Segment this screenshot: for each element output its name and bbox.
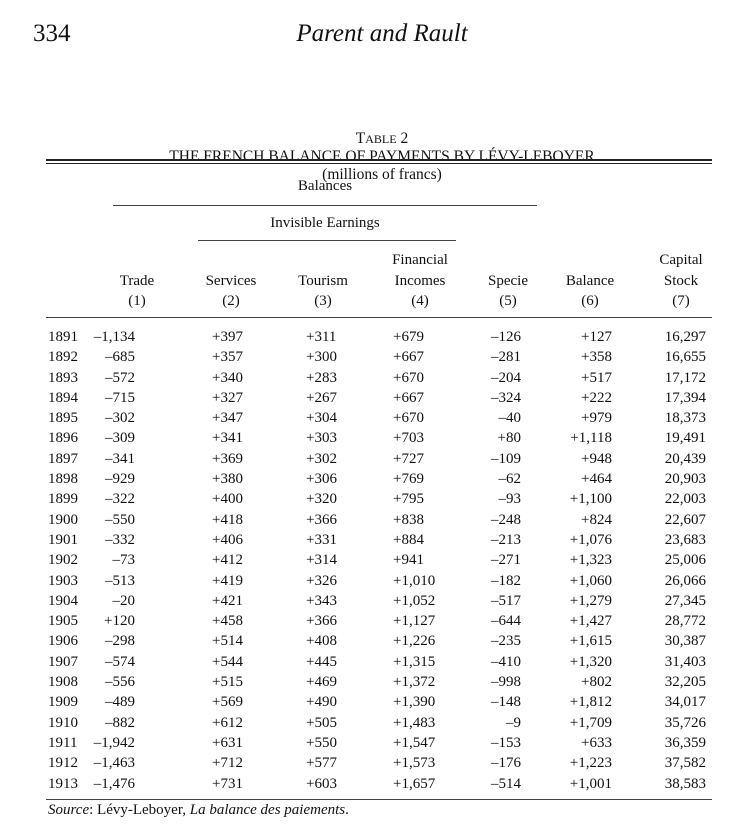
cell-trade: –929 [105, 471, 135, 488]
cell-services: +731 [212, 775, 243, 792]
cell-capital-stock: 31,403 [664, 653, 706, 670]
column-header-tourism: Tourism (3) [298, 272, 348, 309]
cell-balance: +1,060 [569, 572, 612, 589]
table-row [0, 652, 744, 672]
cell-trade: –332 [105, 531, 135, 548]
cell-specie: –324 [491, 389, 521, 406]
cell-tourism: +366 [306, 511, 337, 528]
cell-financial-incomes: +1,010 [393, 572, 436, 589]
cell-specie: –148 [491, 694, 521, 711]
cell-trade: –1,134 [93, 329, 135, 345]
column-header-financial-incomes: Financial Incomes (4) [392, 252, 448, 309]
cell-services: +569 [212, 694, 243, 711]
cell-year: 1912 [48, 755, 78, 772]
cell-tourism: +304 [306, 410, 337, 427]
cell-trade: –341 [105, 450, 135, 467]
cell-year: 1908 [48, 674, 78, 691]
balances-span-rule [113, 205, 537, 206]
invisible-span-rule [198, 240, 456, 241]
cell-trade: –550 [105, 511, 135, 528]
cell-trade: –20 [112, 592, 135, 609]
cell-financial-incomes: +1,226 [393, 633, 436, 650]
column-header-balance: Balance (6) [565, 272, 615, 309]
page-number: 334 [33, 20, 71, 47]
cell-balance: +358 [581, 349, 612, 366]
cell-trade: –1,476 [93, 775, 135, 792]
cell-balance: +802 [581, 674, 612, 691]
cell-year: 1895 [48, 410, 78, 427]
table-row [0, 428, 744, 448]
cell-trade: –685 [105, 349, 135, 366]
cell-services: +341 [212, 430, 243, 447]
table-row [0, 611, 744, 631]
cell-specie: –248 [491, 511, 521, 528]
cell-specie: –93 [498, 491, 521, 508]
cell-year: 1907 [48, 653, 78, 670]
cell-tourism: +408 [306, 633, 337, 650]
cell-financial-incomes: +670 [393, 369, 424, 386]
cell-specie: –644 [491, 613, 521, 630]
cell-services: +418 [212, 511, 243, 528]
cell-trade: –489 [105, 694, 135, 711]
cell-services: +347 [212, 410, 243, 427]
cell-tourism: +306 [306, 471, 337, 488]
table-body [0, 327, 744, 794]
cell-year: 1899 [48, 491, 78, 508]
top-double-rule [46, 159, 712, 164]
cell-tourism: +445 [306, 653, 337, 670]
table-row [0, 489, 744, 509]
cell-trade: +120 [104, 613, 135, 630]
cell-balance: +824 [581, 511, 612, 528]
group-header-invisible-earnings: Invisible Earnings [270, 215, 380, 231]
cell-specie: –998 [491, 674, 521, 691]
table-label: TABLE 2 [355, 130, 409, 147]
cell-balance: +517 [581, 369, 612, 386]
cell-services: +515 [212, 674, 243, 691]
cell-tourism: +326 [306, 572, 337, 589]
cell-services: +419 [212, 572, 243, 589]
table-row [0, 368, 744, 388]
group-header-balances: Balances [297, 178, 353, 194]
cell-tourism: +302 [306, 450, 337, 467]
cell-balance: +464 [581, 471, 612, 488]
cell-specie: –514 [491, 775, 521, 792]
cell-specie: –176 [491, 755, 521, 772]
cell-capital-stock: 28,772 [664, 613, 706, 630]
cell-trade: –556 [105, 674, 135, 691]
cell-trade: –73 [112, 552, 135, 569]
cell-year: 1893 [48, 369, 78, 386]
cell-trade: –1,942 [93, 734, 135, 751]
cell-trade: –309 [105, 430, 135, 447]
table-row [0, 449, 744, 469]
cell-capital-stock: 20,903 [664, 471, 706, 488]
cell-tourism: +320 [306, 491, 337, 508]
cell-balance: +1,279 [569, 592, 612, 609]
cell-tourism: +267 [306, 389, 337, 406]
cell-financial-incomes: +884 [393, 531, 424, 548]
cell-capital-stock: 35,726 [664, 714, 706, 731]
cell-balance: +1,812 [569, 694, 612, 711]
cell-financial-incomes: +727 [393, 450, 424, 467]
cell-services: +421 [212, 592, 243, 609]
table-row [0, 571, 744, 591]
table-bottom-rule [46, 799, 712, 800]
cell-tourism: +303 [306, 430, 337, 447]
table-row [0, 550, 744, 570]
cell-balance: +1,001 [569, 775, 612, 792]
cell-tourism: +577 [306, 755, 337, 772]
cell-specie: –235 [491, 633, 521, 650]
cell-trade: –1,463 [93, 755, 135, 772]
cell-specie: –182 [491, 572, 521, 589]
cell-financial-incomes: +1,127 [393, 613, 436, 630]
cell-balance: +948 [581, 450, 612, 467]
cell-tourism: +314 [306, 552, 337, 569]
cell-capital-stock: 16,297 [664, 329, 706, 345]
cell-year: 1900 [48, 511, 78, 528]
table-row [0, 672, 744, 692]
cell-services: +380 [212, 471, 243, 488]
cell-year: 1898 [48, 471, 78, 488]
table-row [0, 774, 744, 794]
cell-tourism: +300 [306, 349, 337, 366]
cell-year: 1894 [48, 389, 78, 406]
cell-trade: –882 [105, 714, 135, 731]
cell-services: +712 [212, 755, 243, 772]
cell-specie: –204 [491, 369, 521, 386]
cell-financial-incomes: +667 [393, 349, 424, 366]
cell-specie: –271 [491, 552, 521, 569]
cell-capital-stock: 16,655 [664, 349, 706, 366]
cell-balance: +1,323 [569, 552, 612, 569]
cell-services: +369 [212, 450, 243, 467]
cell-financial-incomes: +1,052 [393, 592, 436, 609]
cell-balance: +1,709 [569, 714, 612, 731]
running-head: Parent and Rault [296, 20, 468, 47]
cell-tourism: +603 [306, 775, 337, 792]
cell-balance: +1,100 [569, 491, 612, 508]
table-title: THE FRENCH BALANCE OF PAYMENTS BY LÉVY-LEBOYER [169, 148, 595, 165]
cell-capital-stock: 26,066 [664, 572, 706, 589]
cell-year: 1913 [48, 775, 78, 792]
cell-capital-stock: 36,359 [664, 734, 706, 751]
table-caption [0, 130, 744, 184]
cell-capital-stock: 25,006 [664, 552, 706, 569]
cell-services: +400 [212, 491, 243, 508]
cell-specie: –153 [491, 734, 521, 751]
table-row [0, 591, 744, 611]
cell-services: +340 [212, 369, 243, 386]
cell-capital-stock: 32,205 [664, 674, 706, 691]
cell-specie: –62 [498, 471, 521, 488]
table-row [0, 692, 744, 712]
cell-balance: +1,427 [569, 613, 612, 630]
cell-capital-stock: 19,491 [664, 430, 706, 447]
cell-balance: +1,223 [569, 755, 612, 772]
table-row [0, 347, 744, 367]
cell-services: +631 [212, 734, 243, 751]
cell-balance: +222 [581, 389, 612, 406]
cell-trade: –298 [105, 633, 135, 650]
cell-services: +514 [212, 633, 243, 650]
cell-specie: –213 [491, 531, 521, 548]
cell-capital-stock: 23,683 [664, 531, 706, 548]
cell-trade: –715 [105, 389, 135, 406]
cell-trade: –574 [105, 653, 135, 670]
table-row [0, 631, 744, 651]
cell-specie: –9 [506, 714, 521, 731]
cell-financial-incomes: +670 [393, 410, 424, 427]
cell-financial-incomes: +679 [393, 329, 424, 345]
cell-capital-stock: 30,387 [664, 633, 706, 650]
cell-balance: +1,615 [569, 633, 612, 650]
cell-services: +544 [212, 653, 243, 670]
cell-tourism: +505 [306, 714, 337, 731]
cell-specie: –126 [491, 329, 521, 345]
cell-financial-incomes: +1,573 [393, 755, 436, 772]
column-header-services: Services (2) [205, 272, 257, 309]
column-header-trade: Trade (1) [119, 272, 155, 309]
cell-financial-incomes: +1,483 [393, 714, 436, 731]
cell-services: +458 [212, 613, 243, 630]
table-row [0, 469, 744, 489]
cell-balance: +979 [581, 410, 612, 427]
cell-capital-stock: 17,172 [664, 369, 706, 386]
cell-year: 1891 [48, 329, 78, 345]
cell-capital-stock: 20,439 [664, 450, 706, 467]
cell-specie: –410 [491, 653, 521, 670]
cell-financial-incomes: +1,315 [393, 653, 436, 670]
cell-capital-stock: 22,003 [664, 491, 706, 508]
cell-services: +357 [212, 349, 243, 366]
cell-year: 1892 [48, 349, 78, 366]
column-header-capital-stock: Capital Stock (7) [659, 252, 703, 309]
table-source-note: Source: Lévy-Leboyer, La balance des paiements. [48, 802, 349, 818]
cell-capital-stock: 34,017 [664, 694, 706, 711]
cell-tourism: +331 [306, 531, 337, 548]
cell-financial-incomes: +1,657 [393, 775, 436, 792]
table-units: (millions of francs) [322, 166, 442, 183]
cell-year: 1906 [48, 633, 78, 650]
cell-tourism: +550 [306, 734, 337, 751]
cell-trade: –513 [105, 572, 135, 589]
cell-capital-stock: 37,582 [664, 755, 706, 772]
cell-tourism: +283 [306, 369, 337, 386]
cell-capital-stock: 17,394 [664, 389, 706, 406]
cell-trade: –322 [105, 491, 135, 508]
table-row [0, 510, 744, 530]
cell-financial-incomes: +769 [393, 471, 424, 488]
cell-financial-incomes: +703 [393, 430, 424, 447]
cell-financial-incomes: +838 [393, 511, 424, 528]
table-row [0, 530, 744, 550]
column-header-specie: Specie (5) [488, 272, 528, 309]
cell-capital-stock: 38,583 [664, 775, 706, 792]
cell-trade: –302 [105, 410, 135, 427]
cell-services: +406 [212, 531, 243, 548]
cell-year: 1910 [48, 714, 78, 731]
table-row [0, 733, 744, 753]
cell-financial-incomes: +1,390 [393, 694, 436, 711]
cell-financial-incomes: +667 [393, 389, 424, 406]
cell-tourism: +469 [306, 674, 337, 691]
cell-balance: +1,320 [569, 653, 612, 670]
cell-balance: +1,118 [570, 430, 612, 447]
cell-services: +612 [212, 714, 243, 731]
cell-financial-incomes: +795 [393, 491, 424, 508]
cell-year: 1897 [48, 450, 78, 467]
cell-tourism: +490 [306, 694, 337, 711]
cell-balance: +633 [581, 734, 612, 751]
header-bottom-rule [46, 317, 712, 318]
table-row [0, 327, 744, 347]
cell-year: 1909 [48, 694, 78, 711]
table-row [0, 753, 744, 773]
cell-trade: –572 [105, 369, 135, 386]
cell-services: +412 [212, 552, 243, 569]
table-row [0, 388, 744, 408]
cell-specie: –281 [491, 349, 521, 366]
cell-year: 1901 [48, 531, 78, 548]
cell-year: 1911 [48, 734, 78, 751]
cell-year: 1902 [48, 552, 78, 569]
cell-tourism: +366 [306, 613, 337, 630]
table-row [0, 713, 744, 733]
cell-services: +397 [212, 329, 243, 345]
cell-balance: +1,076 [569, 531, 612, 548]
cell-year: 1896 [48, 430, 78, 447]
cell-specie: –40 [498, 410, 521, 427]
cell-tourism: +343 [306, 592, 337, 609]
cell-services: +327 [212, 389, 243, 406]
cell-capital-stock: 18,373 [664, 410, 706, 427]
cell-financial-incomes: +1,372 [393, 674, 436, 691]
cell-year: 1905 [48, 613, 78, 630]
cell-specie: +80 [497, 430, 521, 447]
table-row [0, 408, 744, 428]
cell-specie: –517 [491, 592, 521, 609]
cell-year: 1904 [48, 592, 78, 609]
cell-year: 1903 [48, 572, 78, 589]
cell-capital-stock: 22,607 [664, 511, 706, 528]
cell-financial-incomes: +941 [393, 552, 424, 569]
cell-tourism: +311 [306, 329, 337, 345]
cell-financial-incomes: +1,547 [393, 734, 436, 751]
cell-specie: –109 [491, 450, 521, 467]
cell-balance: +127 [581, 329, 612, 345]
cell-capital-stock: 27,345 [664, 592, 706, 609]
